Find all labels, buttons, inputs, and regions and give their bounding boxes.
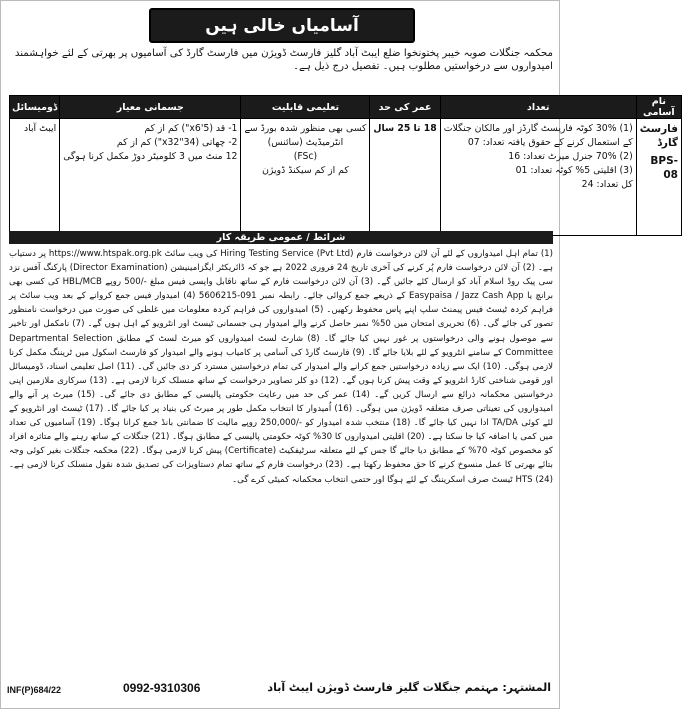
education-cell: [241, 119, 370, 236]
header-post-name: نام آسامی: [636, 96, 681, 119]
quota-line: (2) 70% جنرل میرٹ تعداد: 16: [508, 151, 633, 162]
conditions-title-bar: شرائط / عمومی طریقہ کار: [9, 231, 553, 244]
contact-phone: 0992-9310306: [123, 681, 201, 695]
condition-item: (6) تحریری امتحان میں 50% نمبر حاصل کرنے والے امیدوار ہی جسمانی ٹیسٹ اور انٹرویو کے اہل ہوں گے۔: [84, 319, 480, 330]
header-education: تعلیمی قابلیت: [241, 96, 370, 119]
condition-item: (12) دو کلر تصاویر درخواست کے ساتھ منسلک کرنا لازمی ہے۔: [107, 375, 339, 386]
age-limit: 18 تا 25 سال: [373, 123, 437, 134]
reference-number: INF(P)684/22: [7, 685, 62, 695]
condition-item: (18) منتخب شدہ امیدوار کو -/250,000 روپے مالیت کا ضمانتی بانڈ جمع کرانا ہوگا۔: [95, 418, 411, 429]
condition-item: (7) نامکمل اور تاخیر سے موصول ہونے والی درخواستوں پر غور نہیں کیا جائے گا۔: [9, 319, 553, 344]
condition-item: (4) امیدوار فیس جمع کروانے کے بعد ویب سائٹ پر فراہم کردہ ٹیسٹ فیس پیمنٹ سلپ اپنے پاس محفوظ رکھیں۔: [9, 291, 553, 316]
condition-item: (10) ایک سے زیادہ درخواستیں جمع کرانے والے امیدوار کی تمام درخواستیں مسترد کر دی جائیں گی۔: [134, 361, 501, 372]
condition-item: (5) امیدواروں کی فراہم کردہ معلومات میں غلطی کی صورت میں درخواست نامنظور تصور کی جائے گی۔: [9, 305, 553, 330]
condition-item: (14) عمر کی حد میں رعایت حکومتی پالیسی کے مطابق دی جائے گی۔: [95, 389, 370, 400]
domicile-cell: [10, 119, 60, 236]
domicile-value: ایبٹ آباد: [23, 123, 57, 134]
condition-item: (9) فارسٹ گارڈ کی آسامی پر کامیاب ہونے والے امیدوار کو فارسٹ اسکول میں ٹریننگ مکمل کرنا لازمی ہوگی۔: [9, 347, 554, 372]
condition-item: (21) جنگلات کے ساتھ رہنے والے متاثرہ افراد کو مخصوص کوٹہ 70% کے مطابق دیا جائے گا جس کے لئے متعلقہ سرٹیفکیٹ (Certificate) پیش کرنا لازمی ہوگا۔: [9, 432, 553, 457]
conditions-text: [9, 247, 553, 670]
condition-item: (23) درخواست فارم کے ساتھ تمام دستاویزات کی تصدیق شدہ نقول منسلک کرنا لازمی ہے۔: [9, 460, 343, 471]
physical-line: 1- قد (5'x6") کم از کم: [144, 123, 238, 134]
education-line: (FSc): [293, 151, 318, 162]
header-quantity: تعداد: [440, 96, 636, 119]
vacancy-table: [9, 95, 682, 236]
header-age-limit: عمر کی حد: [370, 96, 440, 119]
condition-item: (15) میرٹ پر آنے والے امیدواروں کی تعیناتی صرف متعلقہ ڈویژن میں ہوگی۔: [9, 389, 553, 415]
physical-line: 2- چھاتی (34"x32") کم از کم: [116, 137, 238, 148]
vacancy-row: [10, 119, 682, 236]
advertiser-name: المشتہر: مہتمم جنگلات گلیز فارسٹ ڈویژن ایبٹ آباد: [267, 681, 551, 694]
condition-item: (20) اقلیتی امیدواروں کا 30% کوٹہ حکومتی پالیسی کے مطابق ہوگا۔: [169, 432, 425, 443]
age-cell: [370, 119, 440, 236]
footer: [1, 677, 561, 707]
post-title: فارسٹ گارڈ: [639, 123, 678, 149]
quota-line: (3) اقلیتی 5% کوٹہ تعداد: 01: [515, 165, 633, 176]
physical-line: 12 منٹ میں 3 کلومیٹر دوڑ مکمل کرنا ہوگی: [63, 151, 238, 162]
condition-item: (11) اصل تعلیمی اسناد، ڈومیسائل اور قومی شناختی کارڈ انٹرویو کے وقت پیش کرنا ہوں گے۔: [9, 361, 553, 386]
condition-item: (16) اُمیدوار کا انتخاب مکمل طور پر میرٹ کی بنیاد پر کیا جائے گا۔: [103, 404, 353, 415]
quota-cell: [440, 119, 636, 236]
post-scale: BPS-08: [650, 155, 678, 181]
post-cell: [636, 119, 681, 236]
intro-paragraph: محکمہ جنگلات صوبہ خیبر پختونخوا ضلع ایبٹ آباد گلیز فارسٹ ڈویژن میں فارسٹ گارڈ کی آسامیوں پر بھرتی کے لئے خواہشمند امیدواروں سے درخواستیں مطلوب ہیں۔ تفصیل درج ذیل ہے۔: [14, 48, 553, 72]
condition-item: (19) آسامیوں کی تعداد میں کمی یا اضافہ کیا جا سکتا ہے۔: [9, 418, 553, 443]
header-domicile: ڈومیسائل: [10, 96, 60, 119]
condition-item: (1) تمام اہل امیدواروں کے لئے آن لائن درخواست فارم Hiring Testing Service (Pvt Ltd) کی ویب سائٹ https://www.htspak.org.pk پر دستیاب ہے۔: [9, 249, 554, 274]
quota-line: (1) 30% کوٹہ فاریسٹ گارڈز اور مالکان جنگلات: [443, 123, 633, 134]
condition-item: (24) HTS ٹیسٹ صرف اسکریننگ کے لئے ہوگا اور حتمی انتخاب محکمانہ کمیٹی کرے گی۔: [232, 474, 553, 485]
physical-cell: [60, 119, 241, 236]
condition-item: (13) سرکاری ملازمین اپنی درخواستیں محکمانہ ذرائع سے ارسال کریں گے۔: [9, 375, 554, 400]
education-line: کسی بھی منظور شدہ بورڈ سے: [244, 123, 367, 134]
education-line: کم از کم سیکنڈ ڈویژن: [262, 165, 349, 176]
condition-item: (8) شارٹ لسٹ امیدواروں کو میرٹ لسٹ کے مطابق Departmental Selection Committee کے سامنے انٹرویو کے لئے بلایا جائے گا۔: [9, 333, 553, 358]
quota-line: کے استعمال کرنے کے حقوق یافتہ تعداد: 07: [467, 137, 633, 148]
condition-item: (2) آن لائن درخواست فارم پُر کرنے کی آخری تاریخ 24 فروری 2022 ہے جو کہ ڈائریکٹر ایگزامینیشن (Director Examination) پارکنگ آفس نزد سی پیک روڈ اسلام آباد کو ارسال کئے جائیں گے۔: [9, 263, 553, 288]
condition-item: (22) محکمہ جنگلات بغیر کوئی وجہ بتائے بھرتی کا عمل منسوخ کرنے کا حق محفوظ رکھتا ہے۔: [9, 446, 553, 471]
headline-banner: آسامیاں خالی ہیں: [149, 8, 415, 43]
education-line: انٹرمیڈیٹ (سائنس): [267, 137, 344, 148]
vacancy-table-header: [10, 96, 682, 119]
condition-item: (3) آن لائن درخواست فارم کے ساتھ ناقابل واپسی فیس مبلغ -/500 روپے HBL/MCB کی کسی بھی برانچ یا Easypaisa / Jazz Cash App کے ذریعے جمع کروائی جائے۔ رابطہ نمبر 091-5606215: [9, 277, 554, 302]
header-physical-standard: جسمانی معیار: [60, 96, 241, 119]
quota-total: کل تعداد: 24: [581, 179, 633, 190]
condition-item: (17) ٹیسٹ اور انٹرویو کے لئے کوئی TA/DA ادا نہیں کیا جائے گا۔: [9, 404, 553, 429]
